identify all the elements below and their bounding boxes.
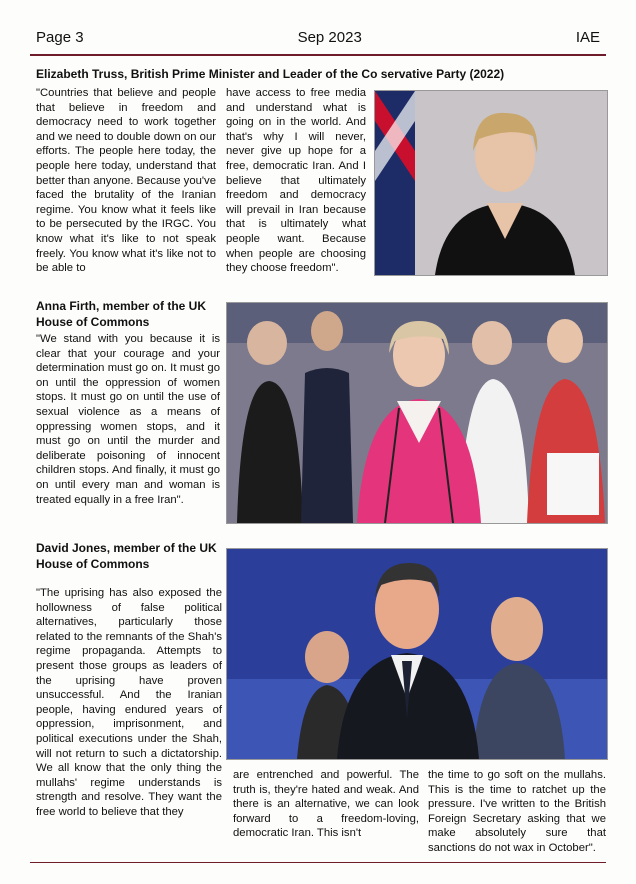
jones-heading: David Jones, member of the UK House of Commons	[36, 541, 217, 571]
publication-name: IAE	[575, 28, 600, 46]
firth-photo	[226, 302, 608, 524]
firth-quote: "We stand with you because it is clear that your courage and your determination must go on. It must go on until the oppression of women stops. It must go on until the use of sexual violence as a means of oppressing women stops, and it must go on until the murder and deliberate poisoning of innocent children stops. And finally, it must go on until every man and woman is treated equally in a free Iran".	[36, 333, 220, 506]
jones-quote-col3: the time to go soft on the mullahs. This is the time to ratchet up the pressure. I've written to the British Foreign Secretary asking that we make absolutely sure that sanctions do not wax in October".	[428, 769, 606, 854]
firth-heading: Anna Firth, member of the UK House of Commons	[36, 299, 207, 329]
footer-rule	[30, 862, 606, 863]
issue-date: Sep 2023	[297, 28, 362, 46]
jones-quote-col2: are entrenched and powerful. The truth is, they're hated and weak. And there is an alternative, we can look forward to a freedom-loving, democratic Iran. This isn't	[233, 769, 419, 840]
truss-heading: Elizabeth Truss, British Prime Minister and Leader of the Co servative Party (2022)	[36, 67, 505, 81]
truss-quote-col1: "Countries that believe and people that believe in freedom and democracy need to work together and we need to double down on our efforts. The people here today, the people here today, understand that better than anyone. Because you've faced the brutality of the Iranian regime. You know what it feels like to be persecuted by the IRGC. You know what it's like to not speak freely. You know what it's like not to be able to	[36, 87, 216, 275]
header-rule	[30, 54, 606, 56]
jones-photo	[226, 548, 608, 760]
page-header	[36, 22, 600, 52]
truss-quote-col2: have access to free media and understand what is going on in the world. And that's why I will never, never give up hope for a free, democratic Iran. And I believe that ultimately freedom and democracy will prevail in Iran because that is ultimately what people want. Because when people are choosing they choose freedom".	[226, 87, 366, 275]
jones-quote-col1: "The uprising has also exposed the hollowness of false political alternatives, particularly those related to the remnants of the Shah's regime propaganda. Attempts to present those groups as leaders of the uprising have proven unsuccessful. And the Iranian people, having endured years of oppression, imprisonment, and political executions under the Shah, will not return to such a dictatorship. We all know that the only thing the mullahs' regime understands is strength and resolve. They want the free world to believe that they	[36, 587, 222, 818]
truss-photo	[374, 90, 608, 276]
page-number: Page 3	[36, 28, 84, 46]
